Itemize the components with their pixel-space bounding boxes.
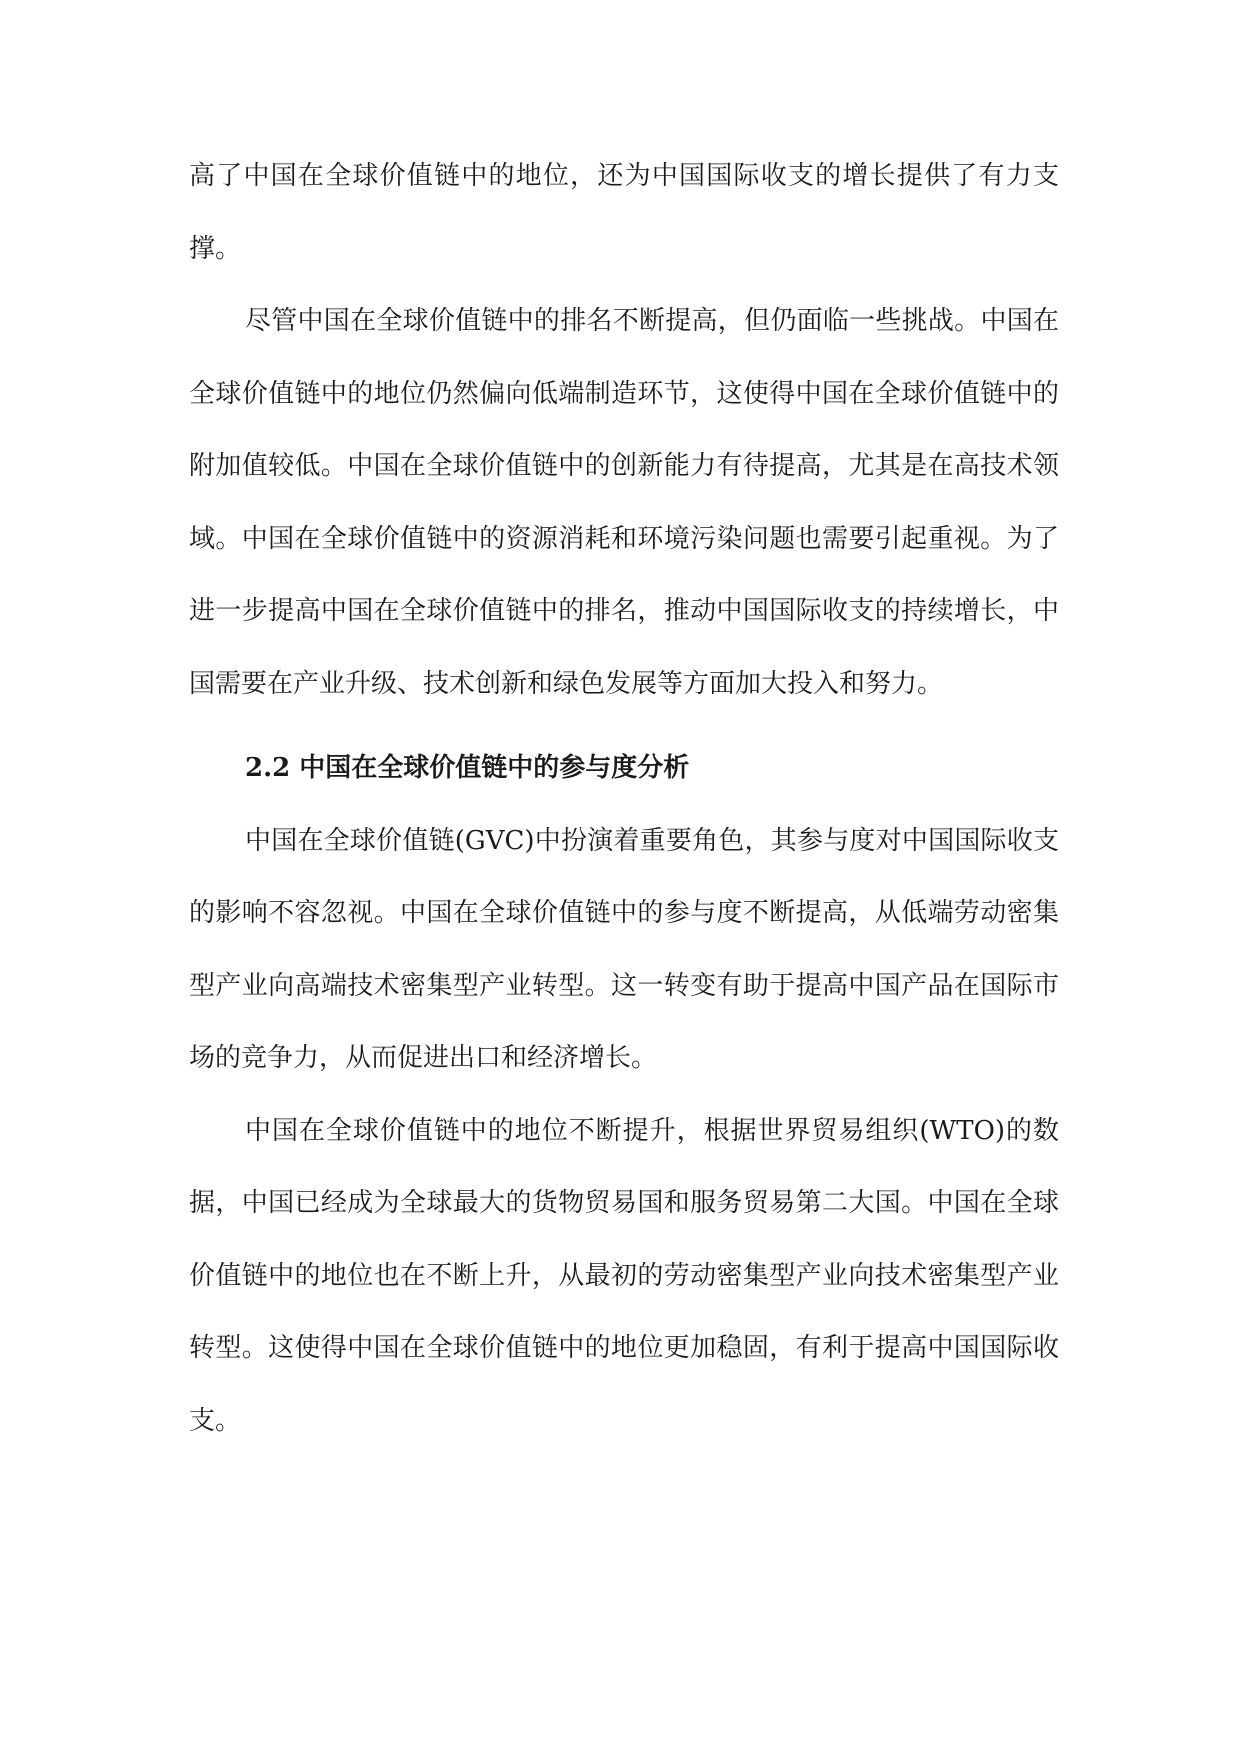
section-heading: 2.2 中国在全球价值链中的参与度分析 bbox=[245, 753, 690, 783]
document-page bbox=[189, 140, 1059, 1457]
paragraph-wto-data: 中国在全球价值链中的地位不断提升，根据世界贸易组织(WTO)的数据，中国已经成为全球最大的货物贸易国和服务贸易第二大国。中国在全球价值链中的地位也在不断上升，从最初的劳动密集型产业向技术密集型产业转型。这使得中国在全球价值链中的地位更加稳固，有利于提高中国国际收支。 bbox=[189, 1115, 1059, 1436]
paragraph-challenges: 尽管中国在全球价值链中的排名不断提高，但仍面临一些挑战。中国在全球价值链中的地位仍然偏向低端制造环节，这使得中国在全球价值链中的附加值较低。中国在全球价值链中的创新能力有待提高，尤其是在高技术领域。中国在全球价值链中的资源消耗和环境污染问题也需要引起重视。为了进一步提高中国在全球价值链中的排名，推动中国国际收支的持续增长，中国需要在产业升级、技术创新和绿色发展等方面加大投入和努力。 bbox=[189, 306, 1059, 699]
paragraph-continuation: 高了中国在全球价值链中的地位，还为中国国际收支的增长提供了有力支撑。 bbox=[189, 161, 1059, 264]
paragraph-gvc-participation: 中国在全球价值链(GVC)中扮演着重要角色，其参与度对中国国际收支的影响不容忽视。中国在全球价值链中的参与度不断提高，从低端劳动密集型产业向高端技术密集型产业转型。这一转变有助于提高中国产品在国际市场的竞争力，从而促进出口和经济增长。 bbox=[189, 825, 1059, 1073]
